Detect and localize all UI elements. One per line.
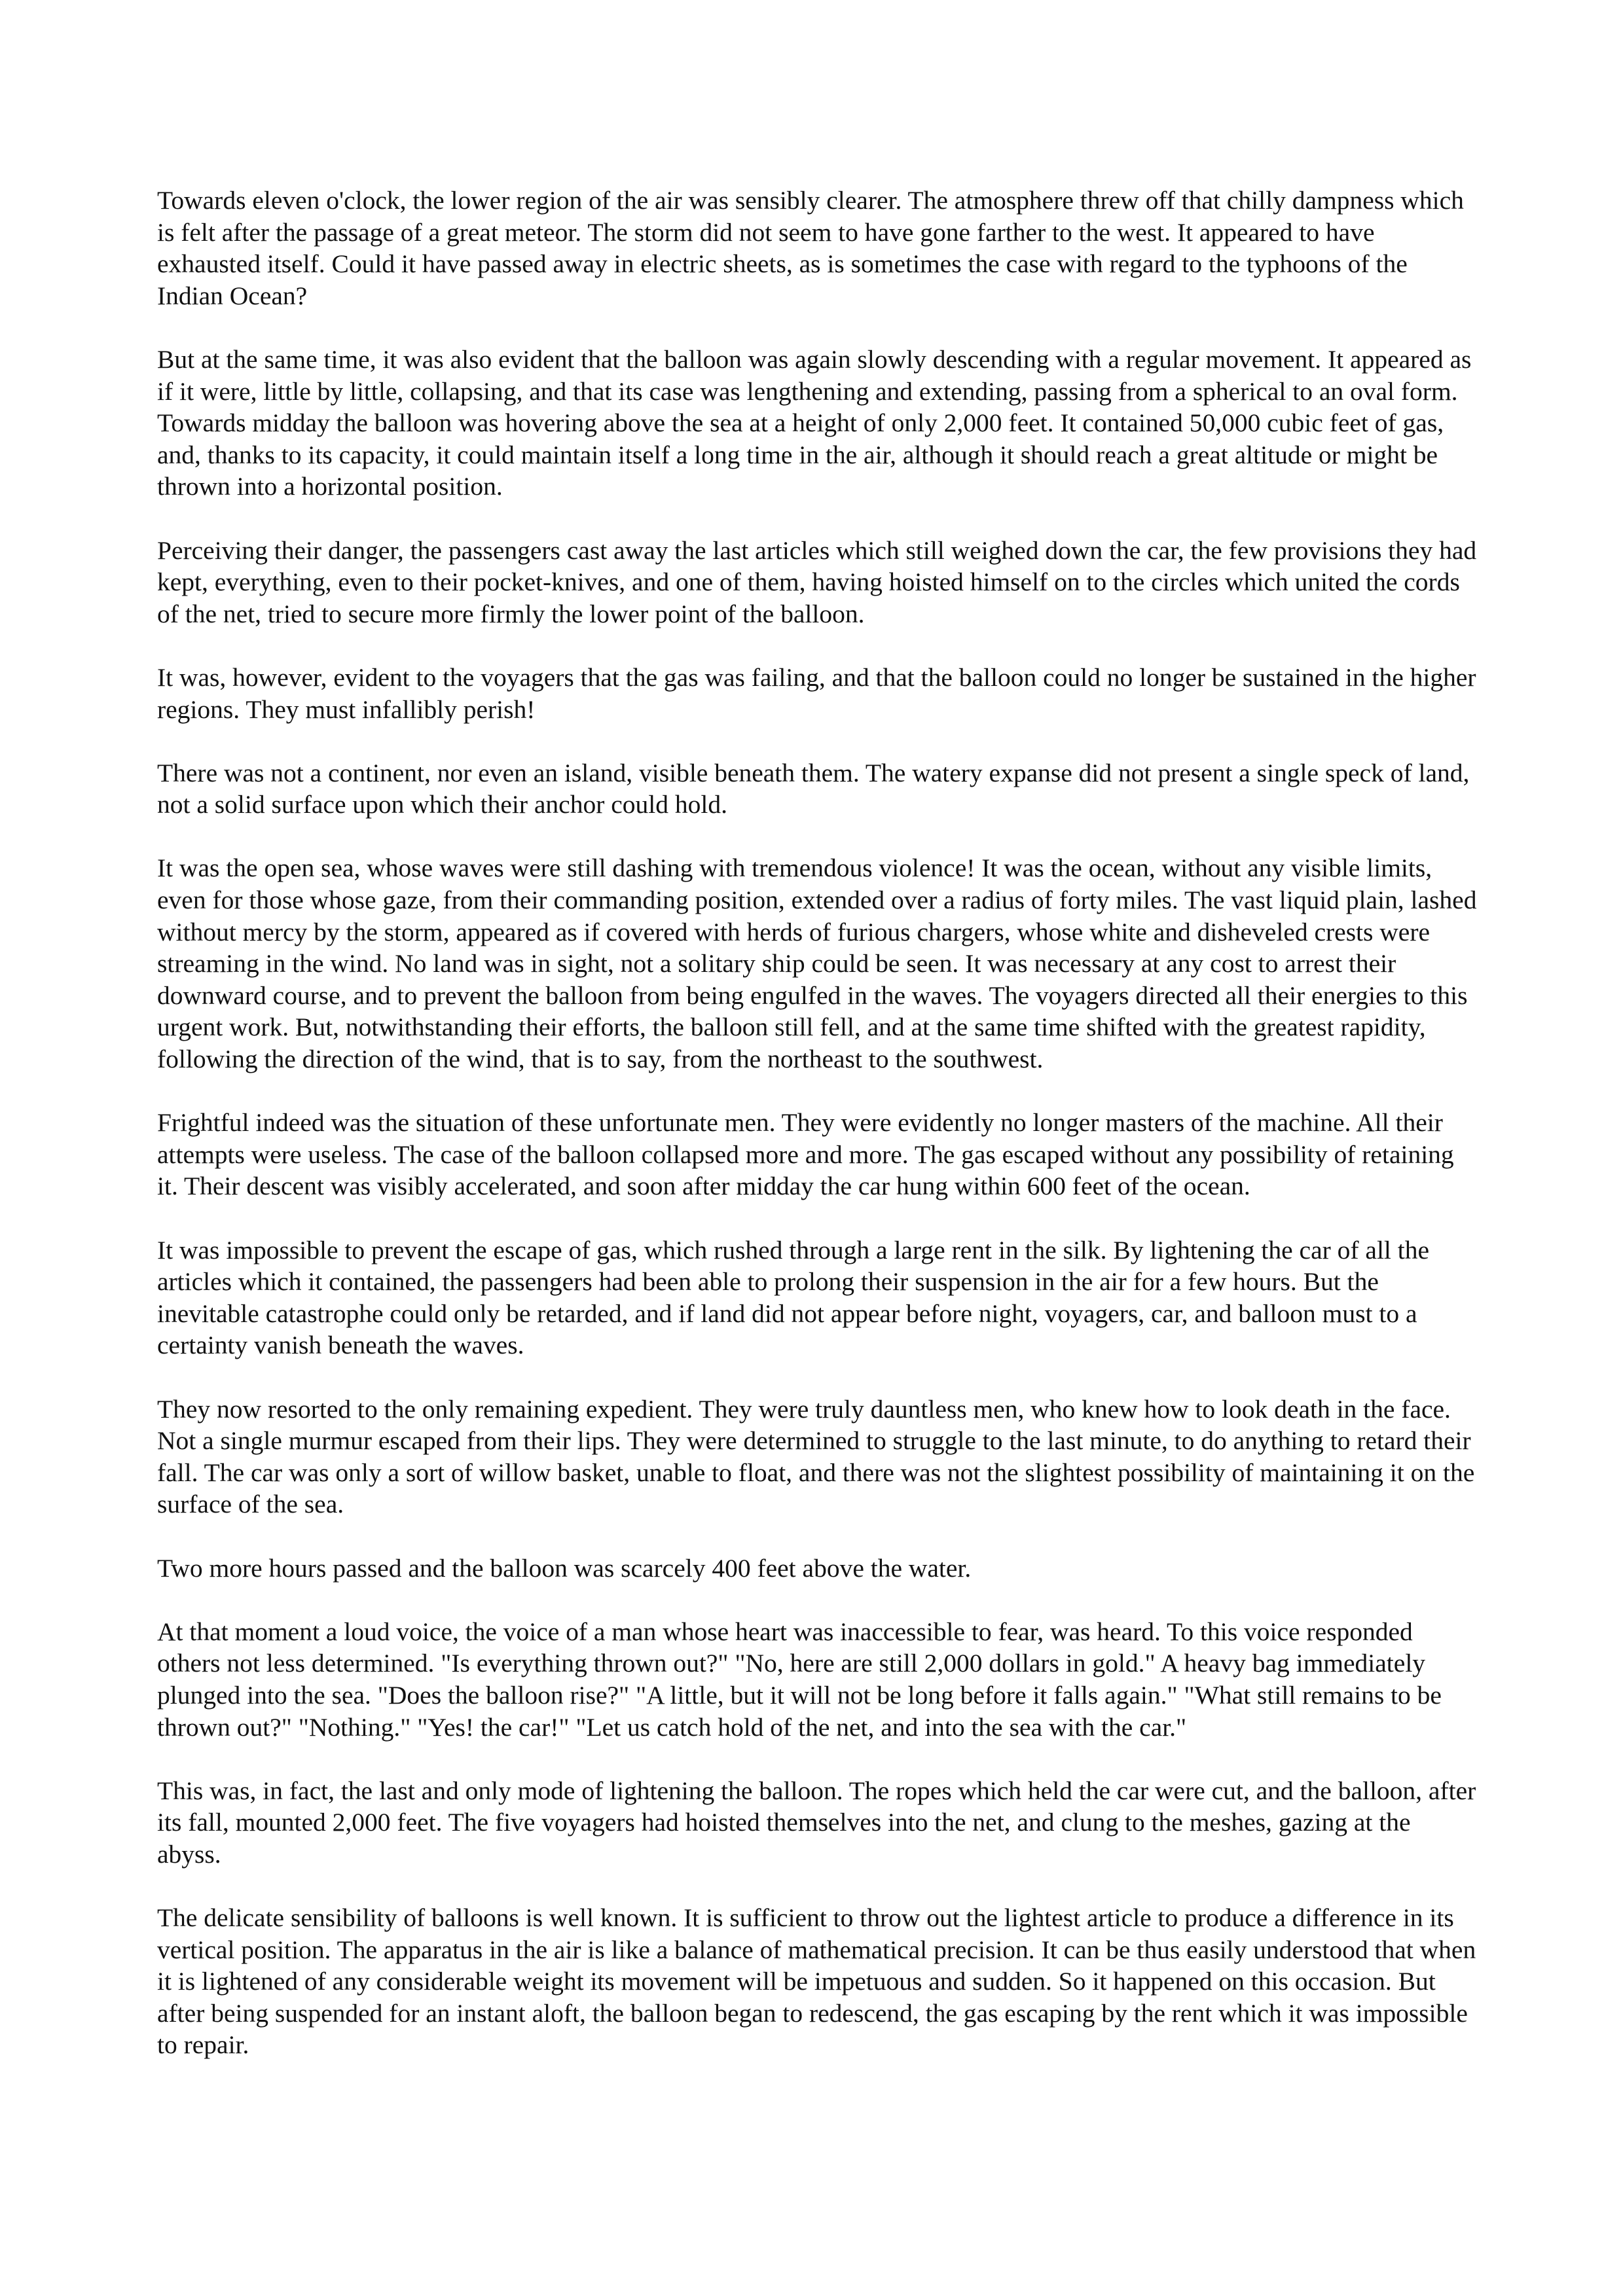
- paragraph-8: It was impossible to prevent the escape of gas, which rushed through a large rent in the silk. By lightening the car of all the articles which it contained, the passengers had been able to prolong their suspension in the air for a few hours. But the inevitable catastrophe could only be retarded, and if land did not appear before night, voyagers, car, and balloon must to a certainty vanish beneath the waves.: [157, 1235, 1430, 1360]
- paragraph-6: It was the open sea, whose waves were still dashing with tremendous violence! It was the ocean, without any visible limits, even for those whose gaze, from their commanding position, extended over a radius of forty miles. The vast liquid plain, lashed without mercy by the storm, appeared as if covered with herds of furious chargers, whose white and disheveled crests were streaming in the wind. No land was in sight, not a solitary ship could be seen. It was necessary at any cost to arrest their downward course, and to prevent the balloon from being engulfed in the waves. The voyagers directed all their energies to this urgent work. But, notwithstanding their efforts, the balloon still fell, and at the same time shifted with the greatest rapidity, following the direction of the wind, that is to say, from the northeast to the southwest.: [157, 853, 1477, 1074]
- document-page: [157, 185, 1480, 2061]
- paragraph-3: Perceiving their danger, the passengers cast away the last articles which still weighed down the car, the few provisions they had kept, everything, even to their pocket-knives, and one of them, having hoisted himself on to the circles which united the cords of the net, tried to secure more firmly the lower point of the balloon.: [157, 535, 1477, 628]
- paragraph-2: But at the same time, it was also evident that the balloon was again slowly descending with a regular movement. It appeared as if it were, little by little, collapsing, and that its case was lengthening and extending, passing from a spherical to an oval form. Towards midday the balloon was hovering above the sea at a height of only 2,000 feet. It contained 50,000 cubic feet of gas, and, thanks to its capacity, it could maintain itself a long time in the air, although it should reach a great altitude or might be thrown into a horizontal position.: [157, 344, 1472, 501]
- paragraph-7: Frightful indeed was the situation of these unfortunate men. They were evidently no longer masters of the machine. All their attempts were useless. The case of the balloon collapsed more and more. The gas escaped without any possibility of retaining it. Their descent was visibly accelerated, and soon after midday the car hung within 600 feet of the ocean.: [157, 1108, 1454, 1201]
- paragraph-5: There was not a continent, nor even an island, visible beneath them. The watery expanse did not present a single speck of land, not a solid surface upon which their anchor could hold.: [157, 758, 1470, 819]
- paragraph-11: At that moment a loud voice, the voice of a man whose heart was inaccessible to fear, was heard. To this voice responded others not less determined. "Is everything thrown out?" "No, here are still 2,000 dollars in gold." A heavy bag immediately plunged into the sea. "Does the balloon rise?" "A little, but it will not be long before it falls again." "What still remains to be thrown out?" "Nothing." "Yes! the car!" "Let us catch hold of the net, and into the sea with the car.": [157, 1617, 1442, 1742]
- paragraph-10: Two more hours passed and the balloon was scarcely 400 feet above the water.: [157, 1553, 972, 1583]
- paragraph-9: They now resorted to the only remaining expedient. They were truly dauntless men, who knew how to look death in the face. Not a single murmur escaped from their lips. They were determined to struggle to the last minute, to do anything to retard their fall. The car was only a sort of willow basket, unable to float, and there was not the slightest possibility of maintaining it on the surface of the sea.: [157, 1394, 1475, 1519]
- paragraph-1: Towards eleven o'clock, the lower region of the air was sensibly clearer. The atmosphere threw off that chilly dampness which is felt after the passage of a great meteor. The storm did not seem to have gone farther to the west. It appeared to have exhausted itself. Could it have passed away in electric sheets, as is sometimes the case with regard to the typhoons of the Indian Ocean?: [157, 186, 1464, 310]
- paragraph-4: It was, however, evident to the voyagers that the gas was failing, and that the balloon could no longer be sustained in the higher regions. They must infallibly perish!: [157, 662, 1476, 724]
- paragraph-12: This was, in fact, the last and only mode of lightening the balloon. The ropes which held the car were cut, and the balloon, after its fall, mounted 2,000 feet. The five voyagers had hoisted themselves into the net, and clung to the meshes, gazing at the abyss.: [157, 1776, 1476, 1869]
- paragraph-13: The delicate sensibility of balloons is well known. It is sufficient to throw out the lightest article to produce a difference in its vertical position. The apparatus in the air is like a balance of mathematical precision. It can be thus easily understood that when it is lightened of any considerable weight its movement will be impetuous and sudden. So it happened on this occasion. But after being suspended for an instant aloft, the balloon began to redescend, the gas escaping by the rent which it was impossible to repair.: [157, 1903, 1476, 2060]
